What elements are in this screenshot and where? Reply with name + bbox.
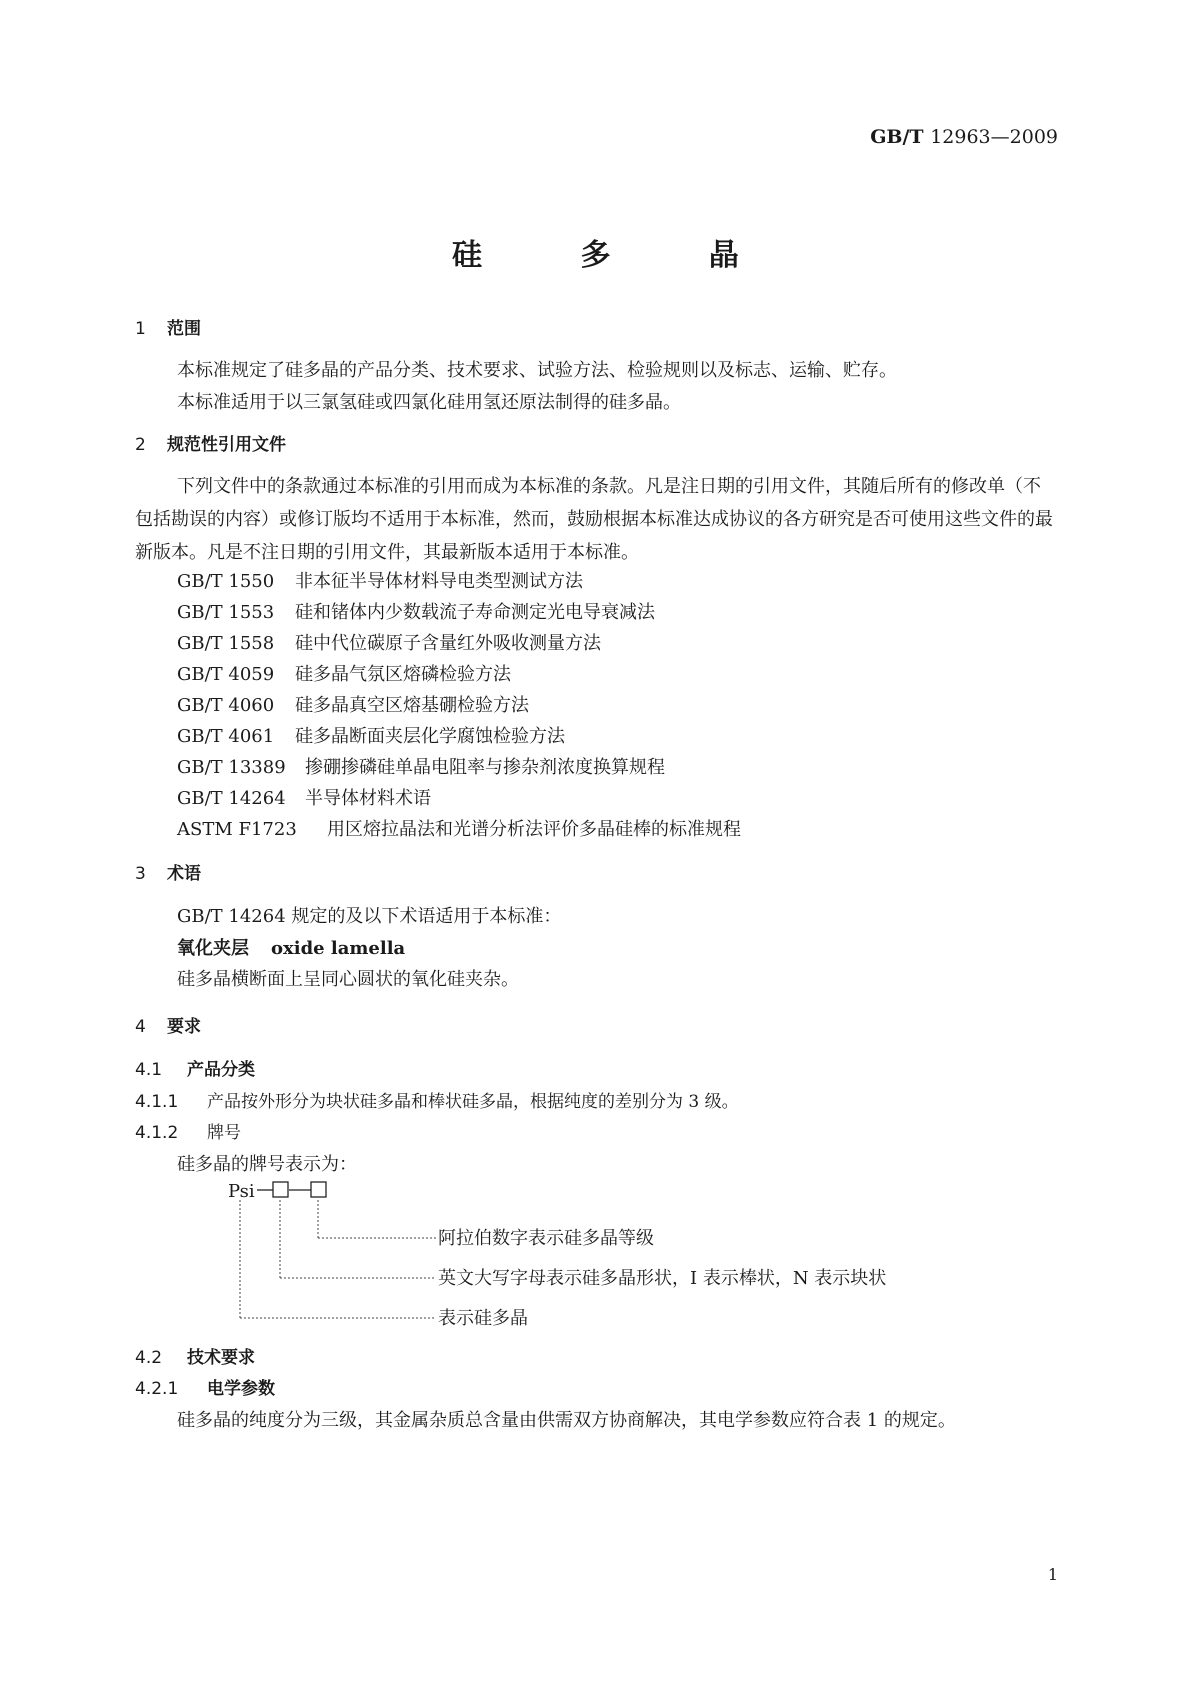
subsection-number: 4.2 xyxy=(135,1348,163,1368)
document-title: 硅 多 晶 xyxy=(452,238,783,273)
reference-code: GB/T 1550 xyxy=(177,571,275,592)
term-definition: 硅多晶横断面上呈同心圆状的氧化硅夹杂。 xyxy=(177,969,519,990)
reference-title: 硅中代位碳原子含量红外吸收测量方法 xyxy=(295,633,601,654)
terms-intro: GB/T 14264 规定的及以下术语适用于本标准： xyxy=(177,906,562,927)
reference-code: GB/T 14264 xyxy=(177,788,286,809)
scope-paragraph-1: 本标准规定了硅多晶的产品分类、技术要求、试验方法、检验规则以及标志、运输、贮存。 xyxy=(177,360,897,381)
section-title: 术语 xyxy=(167,864,201,884)
reference-code: GB/T 1553 xyxy=(177,602,275,623)
clause-number: 4.1.1 xyxy=(135,1092,179,1112)
grade-label: 阿拉伯数字表示硅多晶等级 xyxy=(438,1228,654,1249)
section-title: 范围 xyxy=(167,319,201,339)
section-title: 规范性引用文件 xyxy=(167,435,286,455)
section-number: 3 xyxy=(135,864,146,884)
subsection-4-2-heading xyxy=(135,1343,255,1368)
standard-year: 12963—2009 xyxy=(930,126,1058,148)
reference-code: GB/T 1558 xyxy=(177,633,275,654)
clause-number: 4.2.1 xyxy=(135,1379,179,1399)
reference-code: ASTM F1723 xyxy=(177,819,297,840)
grade-intro: 硅多晶的牌号表示为： xyxy=(177,1154,357,1175)
section-number: 4 xyxy=(135,1017,146,1037)
reference-code: GB/T 4061 xyxy=(177,726,275,747)
clause-title: 电学参数 xyxy=(207,1379,275,1399)
reference-title: 非本征半导体材料导电类型测试方法 xyxy=(295,571,583,592)
section-number: 1 xyxy=(135,319,146,339)
reference-title: 用区熔拉晶法和光谱分析法评价多晶硅棒的标准规程 xyxy=(327,819,741,840)
term-chinese: 氧化夹层 xyxy=(177,938,249,959)
shape-label: 英文大写字母表示硅多晶形状，I 表示棒状，N 表示块状 xyxy=(438,1268,887,1289)
grade-code-box xyxy=(311,1182,326,1197)
scope-paragraph-2: 本标准适用于以三氯氢硅或四氯化硅用氢还原法制得的硅多晶。 xyxy=(177,392,681,413)
reference-title: 掺硼掺磷硅单晶电阻率与掺杂剂浓度换算规程 xyxy=(305,757,665,778)
silicon-label: 表示硅多晶 xyxy=(438,1308,528,1329)
reference-title: 硅多晶断面夹层化学腐蚀检验方法 xyxy=(295,726,565,747)
term-english: oxide lamella xyxy=(271,938,406,959)
reference-code: GB/T 13389 xyxy=(177,757,286,778)
shape-code-box xyxy=(273,1182,288,1197)
reference-code: GB/T 4060 xyxy=(177,695,275,716)
subsection-title: 技术要求 xyxy=(187,1348,255,1368)
section-title: 要求 xyxy=(167,1017,201,1037)
grade-prefix-psi: Psi xyxy=(228,1181,255,1202)
reference-title: 硅多晶气氛区熔磷检验方法 xyxy=(295,664,511,685)
standard-code: GB/T xyxy=(870,126,924,148)
clause-text: 产品按外形分为块状硅多晶和棒状硅多晶，根据纯度的差别分为 3 级。 xyxy=(207,1092,739,1112)
electrical-params-text: 硅多晶的纯度分为三级，其金属杂质总含量由供需双方协商解决，其电学参数应符合表 1 的规定。 xyxy=(177,1410,956,1431)
clause-4-2-1 xyxy=(135,1374,275,1399)
reference-title: 硅多晶真空区熔基硼检验方法 xyxy=(295,695,529,716)
normative-intro-paragraph: 下列文件中的条款通过本标准的引用而成为本标准的条款。凡是注日期的引用文件，其随后所有的修改单（不包括勘误的内容）或修订版均不适用于本标准，然而，鼓励根据本标准达成协议的各方研究是否可使用这些文件的最新版本。凡是不注日期的引用文件，其最新版本适用于本标准。 xyxy=(135,476,1053,563)
subsection-title: 产品分类 xyxy=(187,1060,255,1080)
subsection-number: 4.1 xyxy=(135,1060,163,1080)
section-number: 2 xyxy=(135,435,146,455)
clause-title: 牌号 xyxy=(207,1123,241,1143)
reference-code: GB/T 4059 xyxy=(177,664,275,685)
page-number: 1 xyxy=(1047,1565,1058,1584)
reference-title: 半导体材料术语 xyxy=(305,788,431,809)
clause-number: 4.1.2 xyxy=(135,1123,179,1143)
reference-title: 硅和锗体内少数载流子寿命测定光电导衰减法 xyxy=(295,602,655,623)
